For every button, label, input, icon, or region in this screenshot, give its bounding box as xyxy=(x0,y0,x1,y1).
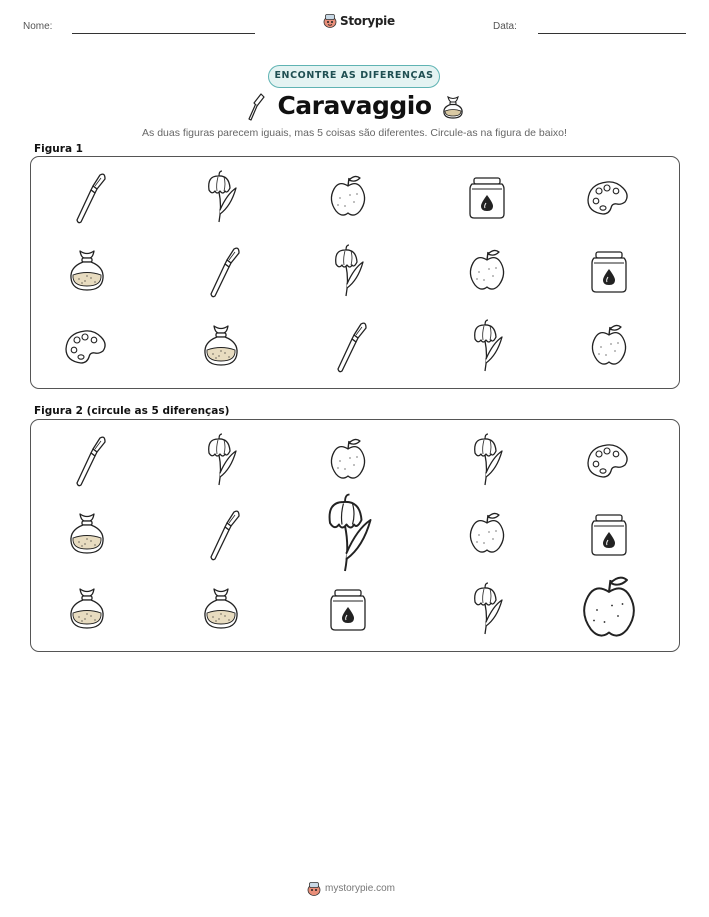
flower-icon xyxy=(308,232,388,312)
flower-icon xyxy=(447,307,527,387)
bag-icon[interactable] xyxy=(47,495,127,575)
pigment-bag-icon xyxy=(441,94,465,120)
storypie-mascot-icon xyxy=(307,881,321,896)
apple-icon xyxy=(569,307,649,387)
flower-icon[interactable] xyxy=(447,570,527,650)
jar-icon xyxy=(569,232,649,312)
apple-icon xyxy=(447,232,527,312)
bag-icon[interactable] xyxy=(47,570,127,650)
activity-badge: ENCONTRE AS DIFERENÇAS xyxy=(268,65,440,88)
brand-logo xyxy=(323,13,395,28)
apple-icon[interactable] xyxy=(308,421,388,501)
bag-icon xyxy=(47,232,127,312)
figure-1-panel xyxy=(30,156,680,389)
name-label: Nome: xyxy=(23,21,53,32)
apple-icon[interactable] xyxy=(447,495,527,575)
flower-icon xyxy=(181,158,261,238)
apple-icon[interactable] xyxy=(569,570,649,650)
figure-1-label: Figura 1 xyxy=(34,143,83,155)
footer xyxy=(307,881,395,896)
brush-icon xyxy=(47,158,127,238)
date-label: Data: xyxy=(493,21,517,32)
name-line[interactable] xyxy=(72,33,255,34)
flower-icon[interactable] xyxy=(308,495,388,575)
brand-name: Storypie xyxy=(340,13,395,28)
palette-icon[interactable] xyxy=(569,421,649,501)
bag-icon xyxy=(181,307,261,387)
figure-2-panel[interactable] xyxy=(30,419,680,652)
instructions: As duas figuras parecem iguais, mas 5 coisas são diferentes. Circule-as na figura de baixo! xyxy=(142,127,567,139)
page-title: Caravaggio xyxy=(277,91,432,120)
apple-icon xyxy=(308,158,388,238)
storypie-mascot-icon xyxy=(323,13,337,28)
brush-icon xyxy=(308,307,388,387)
bag-icon[interactable] xyxy=(181,570,261,650)
figure-2-label: Figura 2 (circule as 5 diferenças) xyxy=(34,405,230,417)
jar-icon[interactable] xyxy=(569,495,649,575)
flower-icon[interactable] xyxy=(181,421,261,501)
jar-icon[interactable] xyxy=(308,570,388,650)
date-line[interactable] xyxy=(538,33,686,34)
brush-icon xyxy=(181,232,261,312)
jar-icon xyxy=(447,158,527,238)
brush-icon[interactable] xyxy=(47,421,127,501)
palette-icon xyxy=(47,307,127,387)
palette-icon xyxy=(569,158,649,238)
flower-icon[interactable] xyxy=(447,421,527,501)
brush-icon[interactable] xyxy=(181,495,261,575)
footer-url[interactable]: mystorypie.com xyxy=(325,883,396,894)
